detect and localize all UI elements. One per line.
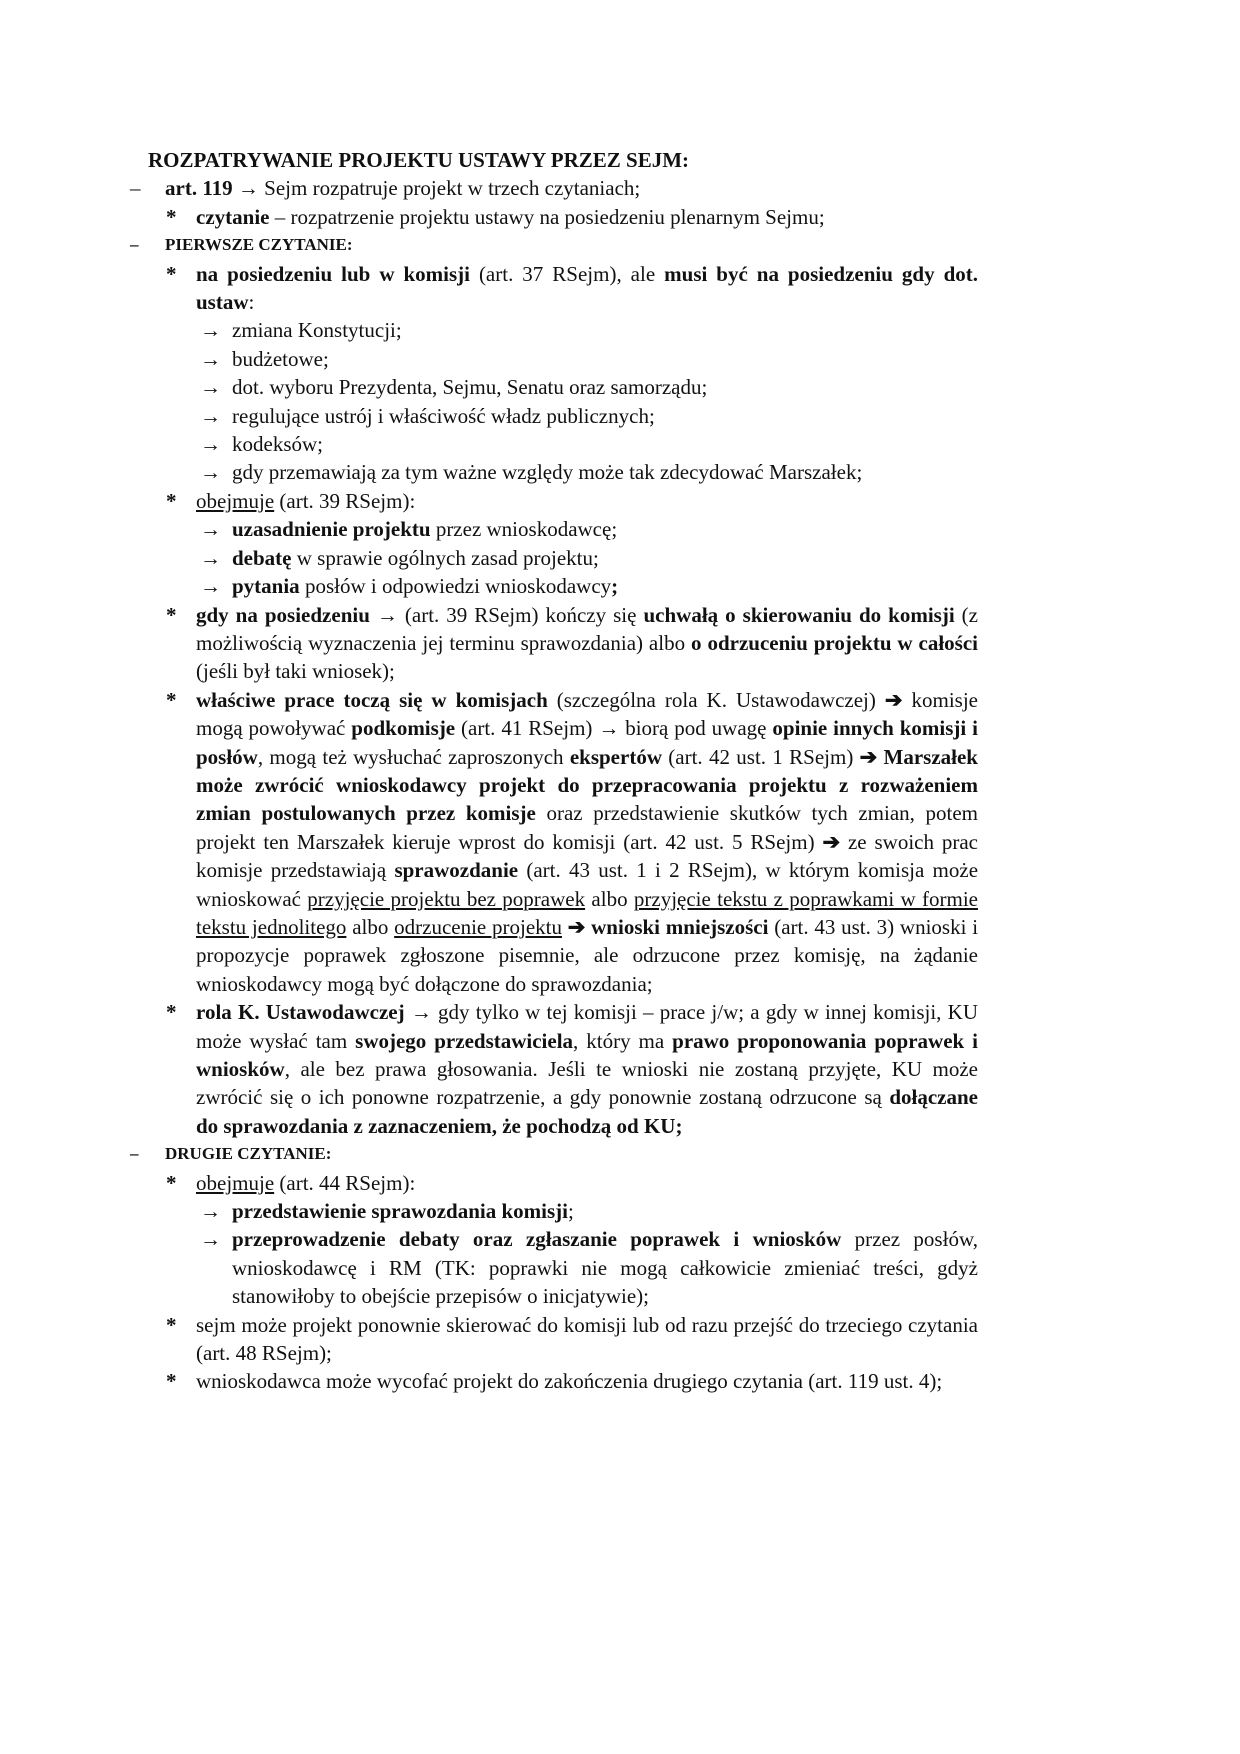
bullet-item bbox=[130, 601, 978, 686]
arrow-item bbox=[130, 1197, 978, 1225]
bold-text: ekspertów bbox=[569, 744, 662, 769]
bold-text: ; bbox=[611, 574, 619, 599]
bold-text: sprawozdanie bbox=[394, 858, 519, 883]
asterisk-bullet-icon: * bbox=[166, 1369, 177, 1394]
arrow-item bbox=[130, 316, 978, 344]
asterisk-bullet-icon: * bbox=[166, 1170, 177, 1195]
arrow-bullet-icon: → bbox=[200, 545, 221, 570]
bold-text: PIERWSZE CZYTANIE: bbox=[165, 235, 353, 255]
document-page bbox=[130, 146, 978, 1396]
arrow-item bbox=[130, 402, 978, 430]
text: (art. 43 ust. 3) wnioski i propozycje poprawek zgłoszone pisemnie, ale odrzucone przez komisję, na żądanie wnioskodawcy mogą być dołączone do sprawozdania; bbox=[196, 914, 979, 996]
bullet-item bbox=[130, 487, 978, 515]
bold-text: uchwałą o skierowaniu do komisji bbox=[643, 602, 955, 627]
text: regulujące ustrój i właściwość władz publicznych; bbox=[232, 403, 655, 428]
asterisk-bullet-icon: * bbox=[166, 1000, 177, 1025]
text: zmiana Konstytucji; bbox=[232, 318, 402, 343]
arrow-item bbox=[130, 430, 978, 458]
arrow-bullet-icon: → bbox=[200, 432, 221, 457]
text: posłów i odpowiedzi wnioskodawcy bbox=[299, 574, 612, 599]
arrow-item bbox=[130, 515, 978, 543]
bold-text: prawo proponowania poprawek i wniosków bbox=[196, 1028, 978, 1081]
document-body bbox=[130, 174, 978, 1395]
text: w sprawie ogólnych zasad projektu; bbox=[291, 545, 599, 570]
bold-text: o odrzuceniu projektu w całości bbox=[691, 630, 979, 655]
asterisk-bullet-icon: * bbox=[166, 1312, 177, 1337]
text: gdy przemawiają za tym ważne względy może tak zdecydować Marszałek; bbox=[232, 460, 863, 485]
bold-text: gdy na posiedzeniu bbox=[196, 602, 370, 627]
text: → (art. 39 RSejm) kończy się bbox=[369, 602, 644, 627]
arrow-item bbox=[130, 1225, 978, 1310]
text: (art. 37 RSejm), ale bbox=[469, 261, 665, 286]
bold-text: dołączane do sprawozdania z zaznaczeniem, że pochodzą od KU; bbox=[196, 1085, 978, 1138]
arrow-bullet-icon: → bbox=[200, 574, 221, 599]
arrow-item bbox=[130, 458, 978, 486]
bullet-item bbox=[130, 203, 978, 231]
text: (art. 39 RSejm): bbox=[274, 488, 416, 513]
text: (art. 41 RSejm) → biorą pod uwagę bbox=[455, 716, 773, 741]
dash-marker-icon: – bbox=[130, 176, 141, 201]
text: (art. 44 RSejm): bbox=[274, 1170, 416, 1195]
bold-text: ➔ Marszałek może zwrócić wnioskodawcy projekt do przepracowania projektu z rozważeniem zmian postulowanych przez komisje bbox=[196, 744, 978, 826]
bold-text: na posiedzeniu lub w komisji bbox=[196, 261, 470, 286]
text: komisje mogą powoływać bbox=[196, 687, 978, 741]
text: albo bbox=[346, 914, 395, 939]
bold-text: debatę bbox=[232, 545, 292, 570]
bullet-item bbox=[130, 998, 978, 1140]
bold-text: rola K. Ustawodawczej bbox=[196, 1000, 405, 1025]
bold-text: ➔ bbox=[822, 829, 841, 854]
text: przez posłów, wnioskodawcę i RM (TK: poprawki nie mogą całkowicie zmieniać treści, gdyż stanowiłoby to obejście przepisów o inicjatywie); bbox=[232, 1227, 978, 1309]
underlined-text: przyjęcie projektu bez poprawek bbox=[307, 886, 586, 911]
text: dot. wyboru Prezydenta, Sejmu, Senatu oraz samorządu; bbox=[232, 375, 708, 400]
bold-text: ➔ bbox=[884, 687, 903, 712]
bold-text: swojego przedstawiciela bbox=[355, 1028, 574, 1053]
bullet-item bbox=[130, 1367, 978, 1395]
bold-text: pytania bbox=[232, 574, 300, 599]
text: , ale bez prawa głosowania. Jeśli te wnioski nie zostaną przyjęte, KU może zwrócić się o ich ponowne rozpatrzenie, a gdy ponownie zostaną odrzucone są bbox=[196, 1057, 978, 1110]
bold-text: DRUGIE CZYTANIE: bbox=[165, 1144, 332, 1164]
underlined-text: obejmuje bbox=[196, 488, 275, 513]
underlined-text: przyjęcie tekstu z poprawkami w formie tekstu jednolitego bbox=[196, 886, 978, 939]
text: ze swoich prac komisje przedstawiają bbox=[196, 829, 978, 883]
asterisk-bullet-icon: * bbox=[166, 204, 177, 229]
bold-text: uzasadnienie projektu bbox=[232, 517, 431, 542]
dash-marker-icon: – bbox=[130, 1144, 139, 1164]
text: , który ma bbox=[573, 1028, 673, 1053]
arrow-bullet-icon: → bbox=[200, 318, 221, 343]
bullet-item bbox=[130, 1311, 978, 1368]
text: , mogą też wysłuchać zaproszonych bbox=[257, 744, 570, 769]
text: → gdy tylko w tej komisji – prace j/w; a gdy w innej komisji, KU może wysłać tam bbox=[196, 1000, 978, 1053]
bullet-item bbox=[130, 1169, 978, 1197]
dash-marker-icon: – bbox=[130, 235, 139, 255]
arrow-item bbox=[130, 345, 978, 373]
text: oraz przedstawienie skutków tych zmian, potem projekt ten Marszałek kieruje wprost do komisji (art. 42 ust. 5 RSejm) bbox=[196, 801, 978, 854]
bullet-item bbox=[130, 260, 978, 317]
text: → Sejm rozpatruje projekt w trzech czytaniach; bbox=[232, 176, 641, 201]
section-heading bbox=[130, 1140, 978, 1168]
bold-text: art. 119 bbox=[165, 176, 233, 201]
bold-text: czytanie bbox=[196, 204, 270, 229]
bold-text: przeprowadzenie debaty oraz zgłaszanie poprawek i wniosków bbox=[232, 1227, 842, 1252]
text: albo bbox=[585, 886, 634, 911]
text: (z możliwością wyznaczenia jej terminu sprawozdania) albo bbox=[196, 602, 978, 655]
text: – rozpatrzenie projektu ustawy na posiedzeniu plenarnym Sejmu; bbox=[269, 204, 825, 229]
asterisk-bullet-icon: * bbox=[166, 488, 177, 513]
text: (art. 42 ust. 1 RSejm) bbox=[661, 744, 860, 769]
arrow-bullet-icon: → bbox=[200, 403, 221, 428]
text: budżetowe; bbox=[232, 346, 329, 371]
arrow-bullet-icon: → bbox=[200, 1199, 221, 1224]
arrow-bullet-icon: → bbox=[200, 517, 221, 542]
arrow-bullet-icon: → bbox=[200, 346, 221, 371]
text: wnioskodawca może wycofać projekt do zakończenia drugiego czytania (art. 119 ust. 4); bbox=[196, 1369, 943, 1394]
asterisk-bullet-icon: * bbox=[166, 602, 177, 627]
text: : bbox=[248, 290, 255, 315]
text: przez wnioskodawcę; bbox=[430, 517, 618, 542]
text: (art. 43 ust. 1 i 2 RSejm), w którym komisja może wnioskować bbox=[196, 858, 979, 911]
arrow-bullet-icon: → bbox=[200, 1227, 221, 1252]
dash-item bbox=[130, 174, 978, 202]
asterisk-bullet-icon: * bbox=[166, 687, 177, 712]
arrow-item bbox=[130, 544, 978, 572]
arrow-bullet-icon: → bbox=[200, 375, 221, 400]
arrow-bullet-icon: → bbox=[200, 460, 221, 485]
underlined-text: odrzucenie projektu bbox=[394, 914, 562, 939]
arrow-item bbox=[130, 572, 978, 600]
asterisk-bullet-icon: * bbox=[166, 261, 177, 286]
bold-text: opinie innych komisji i posłów bbox=[196, 716, 978, 769]
text: (jeśli był taki wniosek); bbox=[196, 659, 395, 684]
text: (szczególna rola K. Ustawodawczej) bbox=[547, 687, 885, 712]
bold-text: podkomisje bbox=[351, 716, 456, 741]
bold-text: przedstawienie sprawozdania komisji bbox=[232, 1199, 568, 1224]
arrow-item bbox=[130, 373, 978, 401]
bold-text: ➔ wnioski mniejszości bbox=[567, 914, 769, 939]
bullet-item bbox=[130, 686, 978, 998]
text: kodeksów; bbox=[232, 432, 323, 457]
bold-text: właściwe prace toczą się w komisjach bbox=[196, 687, 548, 712]
text: sejm może projekt ponownie skierować do komisji lub od razu przejść do trzeciego czytania (art. 48 RSejm); bbox=[196, 1312, 978, 1366]
bold-text: musi być na posiedzeniu gdy dot. ustaw bbox=[196, 261, 978, 315]
document-title: ROZPATRYWANIE PROJEKTU USTAWY PRZEZ SEJM: bbox=[148, 148, 690, 172]
underlined-text: obejmuje bbox=[196, 1170, 275, 1195]
text: ; bbox=[568, 1199, 574, 1224]
section-heading bbox=[130, 231, 978, 259]
